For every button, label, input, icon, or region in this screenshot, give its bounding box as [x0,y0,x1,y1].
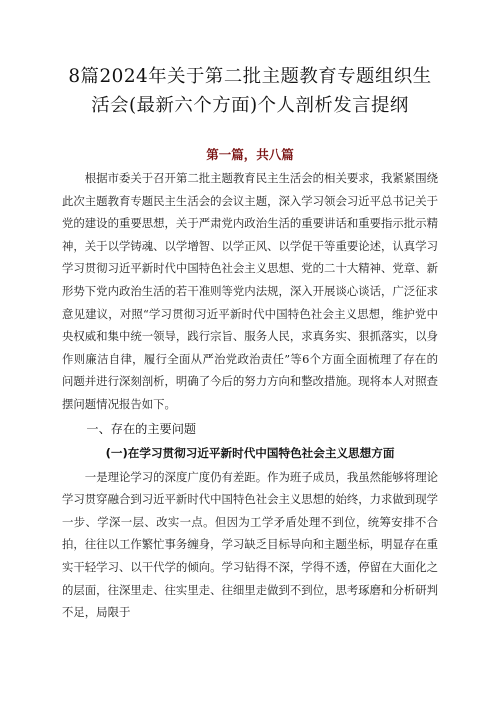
section-heading: 第一篇，共八篇 [206,147,294,162]
document-title: 8篇2024年关于第二批主题教育专题组织生活会(最新六个方面)个人剖析发言提纲 [68,66,432,116]
heading-level-1: 一、存在的主要问题 [86,421,197,436]
intro-paragraph: 根据市委关于召开第二批主题教育民主生活会的相关要求，我紧紧围绕此次主题教育专题民主生活会的会议主题，深入学习领会习近平总书记关于党的建设的重要思想，关于严肃党内政治生活的重要讲话和重要指示批示精神，关于以学铸魂、以学增智、以学正风、以学促干等重要论述，认真学习学习贯彻习近平新时代中国特色社会主义思想、党的二十大精神、党章、新形势下党内政治生活的若干准则等党内法规，深入开展谈心谈话，广泛征求意见建议，对照“学习贯彻习近平新时代中国特色社会主义思想，维护党中央权威和集中统一领导，践行宗旨、服务人民，求真务实、狠抓落实，以身作则廉洁自律，履行全面从严治党政治责任”等6个方面全面梳理了存在的问题并进行深刻剖析，明确了今后的努力方向和整改措施。现将本人对照查摆问题情况报告如下。 [62,171,438,411]
heading-level-2: (一)在学习贯彻习近平新时代中国特色社会主义思想方面 [105,445,395,460]
body-paragraph: 一是理论学习的深度广度仍有差距。作为班子成员，我虽然能够将理论学习贯穿融合到习近平新时代中国特色社会主义思想的始终，力求做到现学一步、学深一层、改实一点。但因为工学矛盾处理不到位，统筹安排不合拍，往往以工作繁忙事务缠身，学习缺乏目标导向和主题坐标，明显存在重实干轻学习、以干代学的倾向。学习钻得不深，学得不透，停留在大面化之的层面，往深里走、往实里走、往细里走做到不到位，思考琢磨和分析研判不足，局限于 [62,469,438,620]
